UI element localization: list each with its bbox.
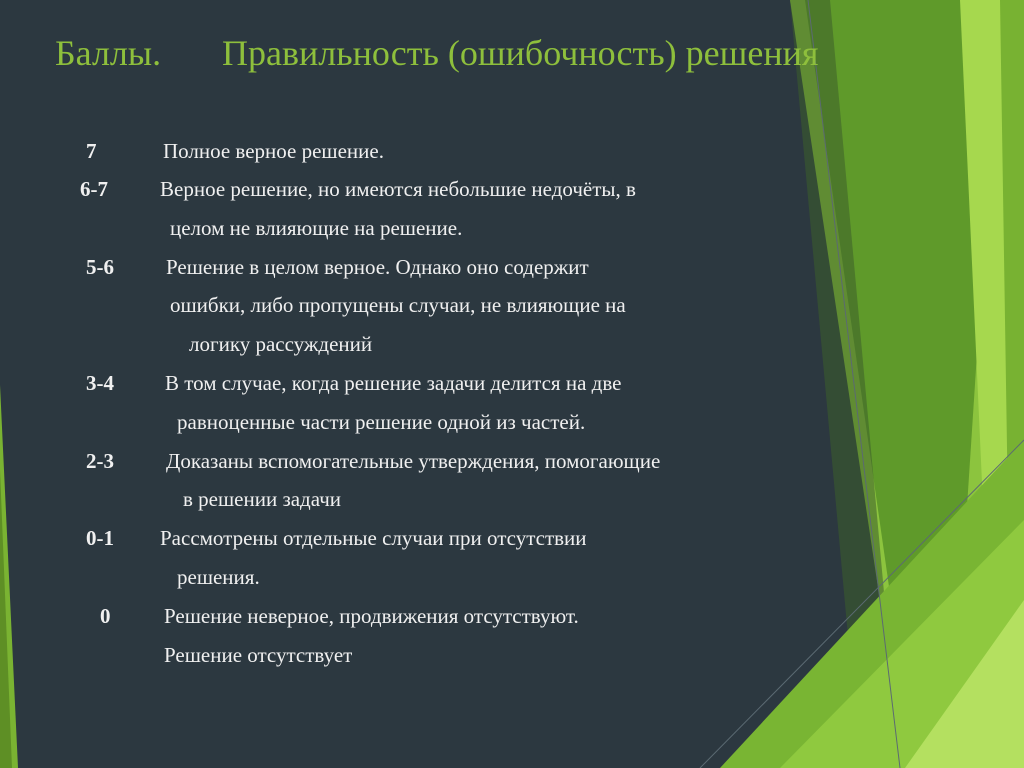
score-value: 6-7: [80, 177, 108, 201]
criteria-row: [0, 521, 820, 555]
score-value: 2-3: [86, 449, 114, 473]
criteria-text: Решение отсутствует: [164, 643, 353, 667]
criteria-text: равноценные части решение одной из частей.: [177, 410, 586, 434]
criteria-row-continuation: [0, 560, 820, 594]
criteria-text: Решение в целом верное. Однако оно содержит: [166, 255, 589, 279]
title-main-label: Правильность (ошибочность) решения: [222, 33, 819, 73]
criteria-text: в решении задачи: [183, 487, 342, 511]
criteria-text: Полное верное решение.: [163, 139, 384, 163]
criteria-text: целом не влияющие на решение.: [170, 216, 463, 240]
title-score-label: Баллы.: [55, 33, 162, 73]
criteria-row-continuation: [0, 288, 820, 322]
score-value: 3-4: [86, 371, 114, 395]
score-value: 5-6: [86, 255, 114, 279]
criteria-text: решения.: [177, 565, 260, 589]
score-value: 0: [100, 604, 111, 628]
criteria-row-continuation: [0, 327, 820, 361]
criteria-row-continuation: [0, 211, 820, 245]
criteria-text: логику рассуждений: [189, 332, 373, 356]
criteria-row: [0, 134, 820, 168]
criteria-text: Верное решение, но имеются небольшие недочёты, в: [160, 177, 636, 201]
criteria-text: Рассмотрены отдельные случаи при отсутствии: [160, 526, 587, 550]
score-value: 7: [86, 139, 97, 163]
criteria-text: ошибки, либо пропущены случаи, не влияющие на: [170, 293, 626, 317]
criteria-row: [0, 366, 820, 400]
criteria-row-continuation: [0, 482, 820, 516]
criteria-row-continuation: [0, 638, 820, 672]
criteria-row: [0, 444, 820, 478]
criteria-row: [0, 250, 820, 284]
criteria-text: Решение неверное, продвижения отсутствуют.: [164, 604, 579, 628]
slide-title: [0, 28, 900, 78]
criteria-row: [0, 599, 820, 633]
score-value: 0-1: [86, 526, 114, 550]
criteria-row-continuation: [0, 405, 820, 439]
criteria-text: В том случае, когда решение задачи делится на две: [165, 371, 622, 395]
criteria-row: [0, 172, 820, 206]
criteria-text: Доказаны вспомогательные утверждения, помогающие: [166, 449, 661, 473]
